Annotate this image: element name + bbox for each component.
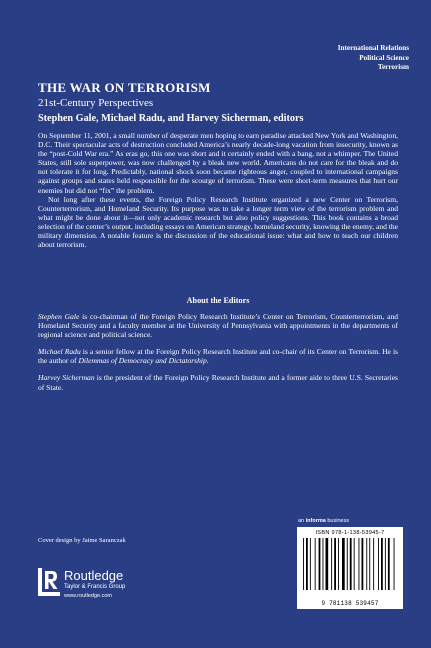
barcode-digits: 9 781138 539457 bbox=[321, 600, 379, 607]
description-paragraph-1: On September 11, 2001, a small number of desperate men hoping to earn paradise attacked New York and Washington, D.C. Their spectacular acts of destruction concluded America’s nearly decade-long vacation from insecurity, known as the “post-Cold War era.” As eras go, this one was short and it certainly ended with a bang, not a whimper. The United States, still sole superpower, was now challenged by a bleak new world. Americans do not care for the bleak and do not tolerate it for long. Predictably, national shock soon became righteous anger, coupled to international campaigns against groups and states held responsible for the scourge of terrorism. These were short-term measures that hurt our enemies but did not “fix” the problem. bbox=[38, 131, 398, 195]
routledge-r-logo-icon bbox=[38, 568, 60, 596]
informa-business-label: an informa business bbox=[298, 518, 350, 524]
subject-1: International Relations bbox=[337, 44, 409, 52]
publisher-url[interactable]: www.routledge.com bbox=[64, 593, 112, 599]
subject-3: Terrorism bbox=[377, 63, 409, 71]
book-editors: Stephen Gale, Michael Radu, and Harvey Sicherman, editors bbox=[38, 113, 304, 124]
description-paragraph-2: Not long after these events, the Foreign Policy Research Institute organized a new Center on Terrorism, Counterterrorism, and Homeland Security. Its purpose was to take a longer term view of the terrorism problem and what might be done about it—not only academic research but also policy suggestions. This book contains a broad selection of the center’s output, including essays on American strategy, homeland security, knowing the enemy, and the military dimension. A notable feature is the discussion of the educational issue: what and how to teach our children about terrorism. bbox=[38, 194, 398, 250]
barcode-icon bbox=[301, 538, 399, 598]
editor-bios bbox=[38, 312, 398, 400]
bio-name: Stephen Gale bbox=[38, 312, 80, 321]
informa-brand: informa bbox=[305, 518, 326, 524]
publisher-name: Routledge bbox=[64, 568, 124, 583]
cover-design-credit: Cover design by Jaime Saranczak bbox=[38, 537, 126, 544]
barcode-box bbox=[297, 527, 403, 609]
subject-2: Political Science bbox=[359, 53, 409, 62]
title-block bbox=[38, 80, 398, 125]
isbn-number: ISBN 978-1-138-53945-7 bbox=[315, 530, 385, 536]
bio-sicherman: Harvey Sicherman is the president of the Foreign Policy Research Institute and a former aide to three U.S. Secretaries of State. bbox=[38, 373, 398, 392]
publisher-group: Taylor & Francis Group bbox=[64, 584, 126, 590]
bio-name: Michael Radu bbox=[38, 347, 81, 357]
bio-gale: Stephen Gale is co-chairman of the Foreign Policy Research Institute’s Center on Terrorism, Counterterrorism, and Homeland Security and a faculty member at the University of Pennsylvania with appointments in the departments of regional science and political science. bbox=[38, 312, 398, 340]
subject-categories bbox=[338, 44, 409, 73]
bio-name: Harvey Sicherman bbox=[38, 373, 95, 383]
about-editors-heading: About the Editors bbox=[186, 296, 250, 305]
description bbox=[38, 131, 398, 249]
book-title: THE WAR ON TERRORISM bbox=[38, 80, 211, 95]
bio-book-title: Dilemmas of Democracy and Dictatorship bbox=[78, 356, 207, 366]
bio-radu: Michael Radu is a senior fellow at the Foreign Policy Research Institute and co-chair of its Center on Terrorism. He is the author of Dilemmas of Democracy and Dictatorship. bbox=[38, 347, 398, 366]
book-subtitle: 21st-Century Perspectives bbox=[38, 97, 154, 109]
